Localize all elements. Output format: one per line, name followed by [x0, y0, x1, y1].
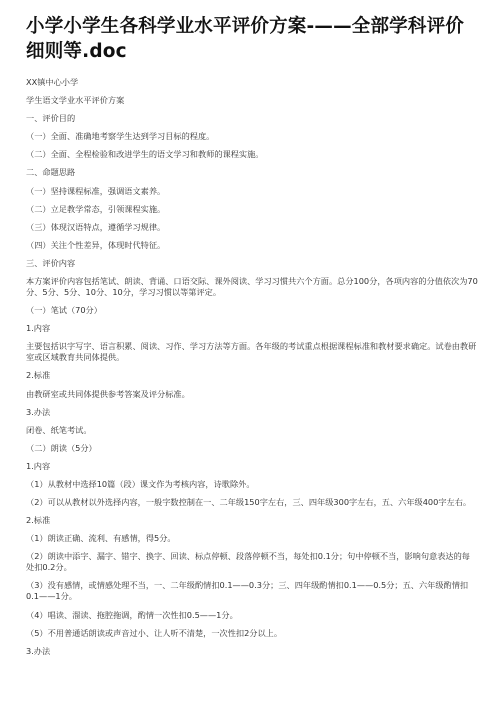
paragraph: （1）朗读正确、流利、有感情，得5分。 [26, 533, 176, 544]
paragraph: （1）从教材中选择10篇（段）课文作为考核内容，诗歌除外。 [26, 478, 255, 489]
paragraph: （4）唱读、溜读、拖腔拖调，酌情一次性扣0.5——1分。 [26, 609, 238, 620]
paragraph: 三、评价内容 [26, 257, 76, 268]
paragraph: （二）全面、全程检验和改进学生的语文学习和教师的课程实施。 [26, 149, 264, 160]
paragraph: （一）坚持课程标准，强调语文素养。 [26, 185, 166, 196]
paragraph: （2）朗读中添字、漏字、错字、换字、回读、标点停顿、段落停顿不当，每处扣0.1分；句中停顿不当，影响句意表达的每处扣0.2分。 [26, 551, 470, 573]
paragraph: （5）不用普通话朗读或声音过小、让人听不清楚，一次性扣2分以上。 [26, 627, 283, 638]
paragraph: 2.标准 [26, 515, 51, 526]
paragraph: 2.标准 [26, 370, 51, 381]
document-title: 小学小学生各科学业水平评价方案-——全部学科评价细则等.doc [26, 16, 464, 62]
paragraph: 学生语文学业水平评价方案 [26, 95, 125, 106]
paragraph: （一）笔试（70分） [26, 305, 102, 316]
paragraph: （四）关注个性差异，体现时代特征。 [26, 239, 166, 250]
paragraph: （2）可以从教材以外选择内容，一般字数控制在一、二年级150字左右，三、四年级300字左右，五、六年级400字左右。 [26, 497, 472, 508]
paragraph: 闭卷、纸笔考试。 [26, 424, 92, 435]
document-body [26, 77, 478, 657]
paragraph: （一）全面、准确地考察学生达到学习目标的程度。 [26, 131, 215, 142]
paragraph: 3.办法 [26, 645, 51, 656]
paragraph: （二）朗读（5分） [26, 442, 97, 453]
paragraph: 3.办法 [26, 406, 51, 417]
paragraph: 二、命题思路 [26, 167, 76, 178]
paragraph: （3）没有感情，或情感处理不当，一、二年级酌情扣0.1——0.3分；三、四年级酌情扣0.1——0.5分；五、六年级酌情扣0.1——1分。 [26, 580, 469, 602]
paragraph: 主要包括识字写字、语言积累、阅读、习作、学习方法等方面。各年级的考试重点根据课程标准和教材要求确定。试卷由教研室或区域教育共同体提供。 [26, 341, 477, 363]
paragraph: （二）立足教学常态，引领课程实施。 [26, 203, 166, 214]
paragraph: 本方案评价内容包括笔试、朗读、背诵、口语交际、课外阅读、学习习惯共六个方面。总分100分，各项内容的分值依次为70分、5分、5分、10分、10分，学习习惯以等第评定。 [26, 276, 478, 298]
paragraph: 一、评价目的 [26, 113, 76, 124]
paragraph: XX镇中心小学 [26, 77, 79, 87]
paragraph: 1.内容 [26, 460, 51, 471]
paragraph: 1.内容 [26, 323, 51, 334]
paragraph: 由教研室或共同体提供参考答案及评分标准。 [26, 388, 190, 399]
paragraph: （三）体现汉语特点，遵循学习规律。 [26, 221, 166, 232]
